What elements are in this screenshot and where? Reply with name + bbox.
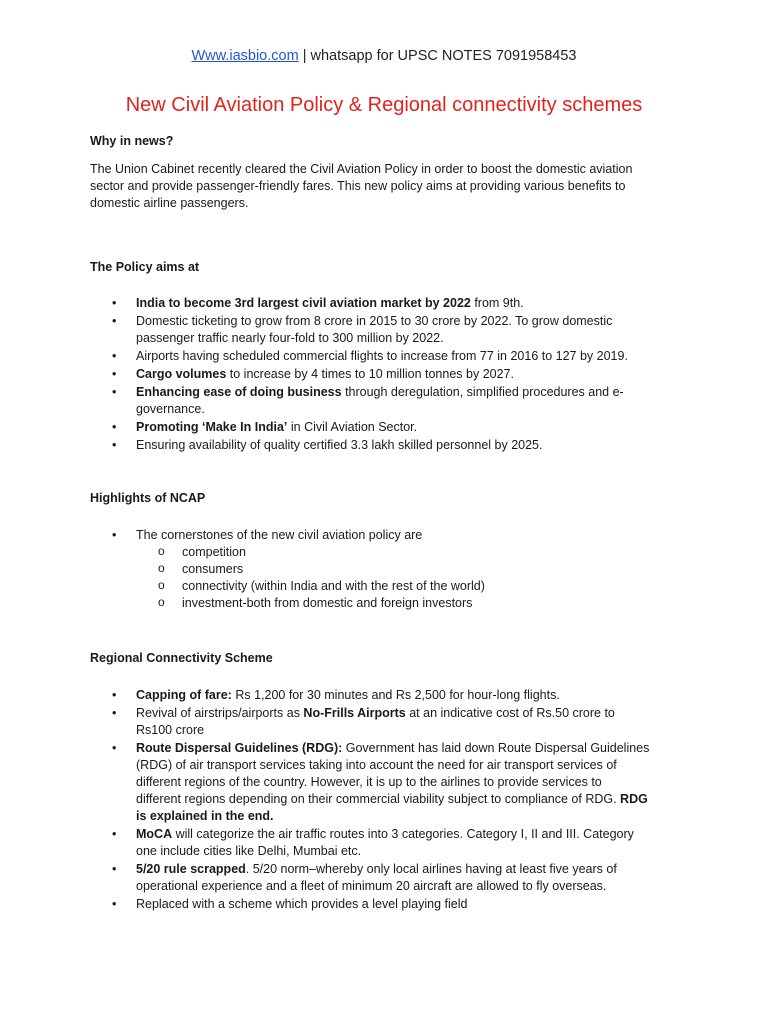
why-heading: Why in news? [90, 134, 174, 148]
list-item: • Airports having scheduled commercial flights to increase from 77 in 2016 to 127 by 2019. [90, 348, 650, 365]
header-contact: whatsapp for UPSC NOTES 7091958453 [310, 48, 577, 64]
list-item: • Revival of airstrips/airports as No-Frills Airports at an indicative cost of Rs.50 crore to Rs100 crore [90, 705, 650, 739]
sub-list-item: o investment-both from domestic and foreign investors [136, 595, 650, 612]
list-item: • Capping of fare: Rs 1,200 for 30 minutes and Rs 2,500 for hour-long flights. [90, 687, 650, 704]
list-item: • Cargo volumes to increase by 4 times to 10 million tonnes by 2027. [90, 366, 650, 383]
rcs-heading [90, 650, 682, 667]
header-separator: | [298, 48, 311, 64]
ncap-list [90, 527, 650, 613]
ncap-heading-text: Highlights of NCAP [90, 491, 206, 505]
page-header [0, 48, 768, 64]
rcs-list [90, 687, 650, 914]
sub-list-item: o competition [136, 544, 650, 561]
list-item: • Replaced with a scheme which provides a level playing field [90, 896, 650, 913]
sub-list-item: o connectivity (within India and with the rest of the world) [136, 578, 650, 595]
ncap-heading [90, 490, 682, 507]
website-link[interactable]: Www.iasbio.com [191, 48, 299, 64]
list-item: • Ensuring availability of quality certified 3.3 lakh skilled personnel by 2025. [90, 437, 650, 454]
list-item: • MoCA will categorize the air traffic routes into 3 categories. Category I, II and III. Category one include cities like Delhi, Mumbai etc. [90, 826, 650, 860]
list-item: • Domestic ticketing to grow from 8 crore in 2015 to 30 crore by 2022. To grow domestic passenger traffic nearly four-fold to 300 million by 2022. [90, 313, 650, 347]
list-item: • Enhancing ease of doing business through deregulation, simplified procedures and e-governance. [90, 384, 650, 418]
list-item: • Promoting ‘Make In India’ in Civil Aviation Sector. [90, 419, 650, 436]
policy-heading-text: The Policy aims at [90, 260, 200, 274]
list-item: • India to become 3rd largest civil aviation market by 2022 from 9th. [90, 295, 650, 312]
list-item: • Route Dispersal Guidelines (RDG): Government has laid down Route Dispersal Guidelines (RDG) of air transport services taking into account the need for air transport services of different regions of the country. However, it is up to the airlines to provide services to different regions depending on their commercial viability subject to compliance of RDG. RDG is explained in the end. [90, 740, 650, 825]
why-paragraph: The Union Cabinet recently cleared the Civil Aviation Policy in order to boost the domestic aviation sector and provide passenger-friendly fares. This new policy aims at providing various benefits to domestic airline passengers. [90, 162, 633, 210]
why-section [90, 133, 682, 150]
page-title: New Civil Aviation Policy & Regional connectivity schemes [125, 94, 643, 116]
policy-list [90, 295, 650, 455]
rcs-heading-text: Regional Connectivity Scheme [90, 651, 273, 665]
list-item: • 5/20 rule scrapped. 5/20 norm–whereby only local airlines having at least five years of operational experience and a fleet of minimum 20 aircraft are allowed to fly overseas. [90, 861, 650, 895]
sub-list-item: o consumers [136, 561, 650, 578]
ncap-sublist [136, 544, 650, 612]
policy-heading [90, 259, 682, 276]
list-item: • The cornerstones of the new civil aviation policy are o competition o consumers o connectivity (within India and with the rest of the world) o investment-both from domestic and foreign investors [90, 527, 650, 612]
